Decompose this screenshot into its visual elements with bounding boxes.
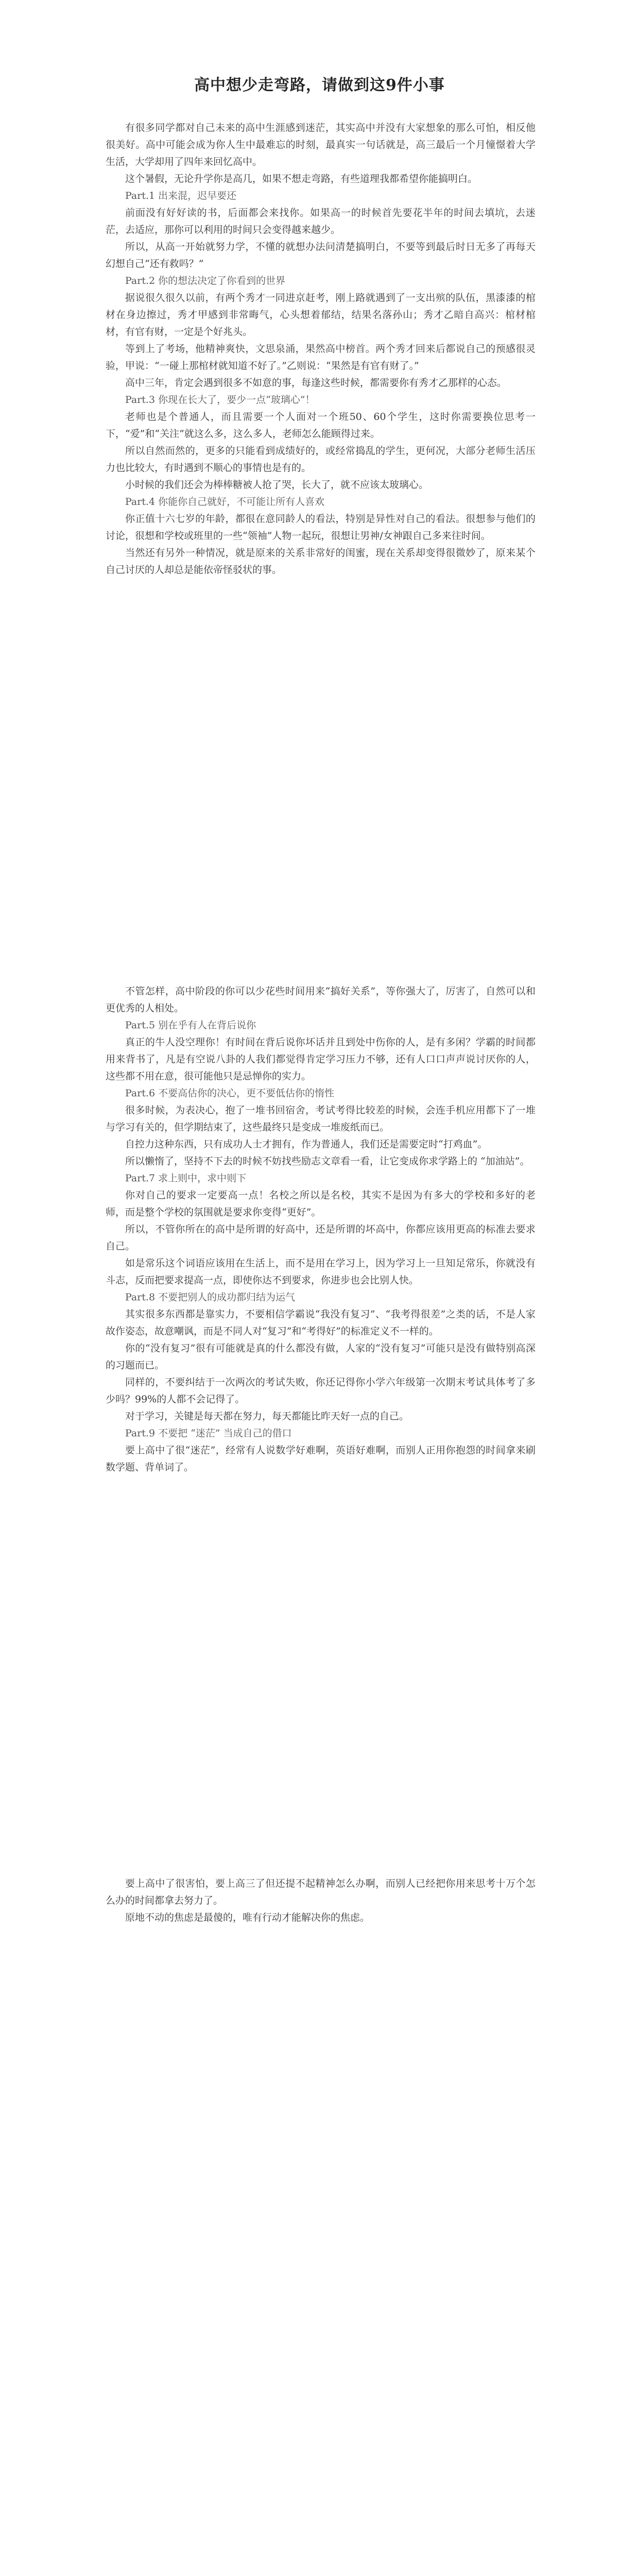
section-heading: Part.7 求上则中，求中则下 [125, 1173, 247, 1184]
body-paragraph: 这个暑假，无论升学你是高几，如果不想走弯路，有些道理我都希望你能搞明白。 [125, 173, 478, 184]
body-paragraph: 如是常乐这个词语应该用在生活上，而不是用在学习上，因为学习上一旦知足常乐，你就没有斗志，反而把要求提高一点，即使你达不到要求，你进步也会比别人快。 [106, 1258, 536, 1286]
body-paragraph: 所以，从高一开始就努力学，不懂的就想办法问清楚搞明白，不要等到最后时日无多了再每天幻想自己“还有救吗？” [106, 241, 536, 269]
body-paragraph: 据说很久很久以前，有两个秀才一同进京赶考，刚上路就遇到了一支出殡的队伍，黑漆漆的棺材在身边擦过，秀才甲感到非常晦气，心头想着郁结，结果名落孙山；秀才乙暗自高兴：棺材棺材，有官有财，一定是个好兆头。 [106, 292, 536, 337]
body-paragraph: 对于学习，关键是每天都在努力，每天都能比昨天好一点的自己。 [125, 1411, 409, 1422]
body-paragraph: 所以，不管你所在的高中是所谓的好高中，还是所谓的坏高中，你都应该用更高的标准去要求自己。 [106, 1224, 536, 1252]
body-paragraph: 要上高中了很害怕，要上高三了但还提不起精神怎么办啊，而别人已经把你用来思考十万个怎么办的时间都拿去努力了。 [106, 1878, 536, 1906]
article-title: 高中想少走弯路，请做到这9件小事 [194, 76, 445, 94]
body-paragraph: 小时候的我们还会为棒棒糖被人抢了哭，长大了，就不应该太玻璃心。 [125, 479, 429, 490]
article-section-3 [106, 1875, 536, 1926]
section-heading: Part.4 你能你自己就好，不可能让所有人喜欢 [125, 496, 325, 507]
body-paragraph: 你对自己的要求一定要高一点！名校之所以是名校，其实不是因为有多大的学校和多好的老师，而是整个学校的氛围就是要求你变得“更好”。 [106, 1190, 536, 1218]
body-paragraph: 所以懒惰了，坚持不下去的时候不妨找些励志文章看一看，让它变成你求学路上的 “加油站”。 [125, 1156, 530, 1167]
body-paragraph: 自控力这种东西，只有成功人士才拥有，作为普通人，我们还是需要定时“打鸡血”。 [125, 1139, 488, 1150]
body-paragraph: 其实很多东西都是靠实力，不要相信学霸说“我没有复习”、“我考得很差”之类的话，不是人家故作姿态，故意嘲讽，而是不同人对“复习”和“考得好”的标准定义不一样的。 [106, 1309, 536, 1337]
body-paragraph: 你的“没有复习”很有可能就是真的什么都没有做，人家的“没有复习”可能只是没有做特别高深的习题而已。 [106, 1343, 536, 1371]
section-heading: Part.8 不要把别人的成功都归结为运气 [125, 1292, 296, 1303]
section-heading: Part.9 不要把 “迷茫” 当成自己的借口 [125, 1428, 292, 1439]
body-paragraph: 你正值十六七岁的年龄，都很在意同龄人的看法，特别是异性对自己的看法。很想参与他们的讨论，很想和学校或班里的一些“领袖”人物一起玩，很想让男神/女神跟自己多来往时间。 [106, 513, 536, 541]
body-paragraph: 高中三年，肯定会遇到很多不如意的事，每逢这些时候，都需要你有秀才乙那样的心态。 [125, 377, 507, 388]
section-heading: Part.1 出来混，迟早要还 [125, 190, 237, 201]
section-heading: Part.3 你现在长大了，要少一点“玻璃心”！ [125, 394, 315, 405]
body-paragraph: 所以自然而然的，更多的只能看到成绩好的，或经常捣乱的学生，更何况，大部分老师生活压力也比较大，有时遇到不顺心的事情也是有的。 [106, 445, 536, 473]
body-paragraph: 同样的，不要纠结于一次两次的考试失败，你还记得你小学六年级第一次期末考试具体考了多少吗？99%的人都不会记得了。 [106, 1377, 536, 1405]
body-paragraph: 很多时候，为表决心，抱了一堆书回宿舍，考试考得比较差的时候，会连手机应用都下了一堆与学习有关的，但学期结束了，这些最终只是变成一堆废纸而已。 [106, 1105, 536, 1133]
body-paragraph: 老师也是个普通人，而且需要一个人面对一个班50、60个学生，这时你需要换位思考一下，“爱”和“关注”就这么多，这么多人，老师怎么能顾得过来。 [106, 411, 536, 439]
body-paragraph: 原地不动的焦虑是最傻的，唯有行动才能解决你的焦虑。 [125, 1912, 370, 1923]
body-paragraph: 有很多同学都对自己未来的高中生涯感到迷茫，其实高中并没有大家想象的那么可怕，相反他很美好。高中可能会成为你人生中最难忘的时刻，最真实一句话就是，高三最后一个月憧憬着大学生活，大学却用了四年来回忆高中。 [106, 122, 536, 167]
body-paragraph: 当然还有另外一种情况，就是原来的关系非常好的闺蜜，现在关系却变得很微妙了，原来某个自己讨厌的人却总是能依帝怪驳状的事。 [106, 547, 536, 575]
section-heading: Part.5 别在乎有人在背后说你 [125, 1020, 256, 1031]
body-paragraph: 要上高中了很“迷茫”，经常有人说数学好难啊，英语好难啊，而别人正用你抱怨的时间拿来刷数学题、背单词了。 [106, 1445, 536, 1473]
section-heading: Part.2 你的想法决定了你看到的世界 [125, 275, 286, 286]
body-paragraph: 真正的牛人没空理你！有时间在背后说你坏话并且到处中伤你的人，是有多闲？学霸的时间都用来背书了，凡是有空说八卦的人我们都觉得肯定学习压力不够，还有人口口声声说讨厌你的人，这些都不用在意，很可能他只是忌惮你的实力。 [106, 1037, 536, 1082]
article-section-1 [106, 120, 536, 579]
section-heading: Part.6 不要高估你的决心，更不要低估你的惰性 [125, 1088, 335, 1099]
body-paragraph: 不管怎样，高中阶段的你可以少花些时间用来“搞好关系”，等你强大了，厉害了，自然可以和更优秀的人相处。 [106, 986, 536, 1014]
article-section-2 [106, 983, 536, 1476]
body-paragraph: 等到上了考场，他精神爽快，文思泉涌，果然高中榜首。两个秀才回来后都说自己的预感很灵验，甲说：“一碰上那棺材就知道不好了。”乙则说：“果然是有官有财了。” [106, 343, 536, 371]
body-paragraph: 前面没有好好读的书，后面都会来找你。如果高一的时候首先要花半年的时间去填坑，去迷茫，去适应，那你可以利用的时间只会变得越来越少。 [106, 207, 536, 235]
